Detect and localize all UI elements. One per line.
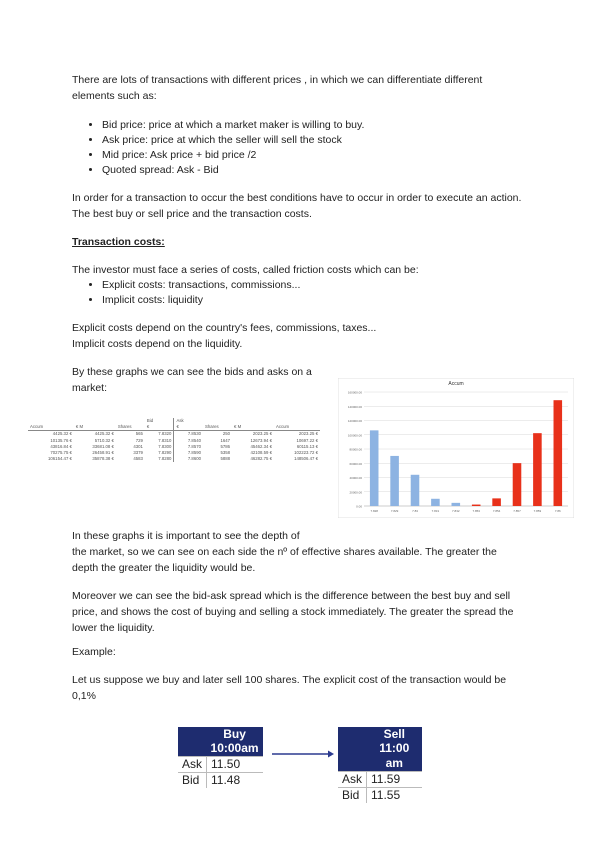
bid-group-label: Bid <box>146 418 154 423</box>
cell: 148506.47 € <box>294 456 318 462</box>
x-tick-label: 7.854 <box>492 509 501 513</box>
order-book-header <box>28 424 320 431</box>
price-elements-list <box>72 118 364 178</box>
bar <box>492 498 501 506</box>
cell: 3379 <box>133 450 143 456</box>
transaction-costs-heading: Transaction costs: <box>72 236 165 248</box>
spread-paragraph: Moreover we can see the bid-ask spread which is the difference between the best buy and sell price, and shows the cost of buying and selling a stock immediately. The greater the spread the lower the liquidity. <box>72 590 514 634</box>
ask-value: 11.50 <box>207 757 263 773</box>
cell: 7.8310 <box>158 437 172 443</box>
col-header: Accum <box>28 424 74 431</box>
cell: 26458.91 € <box>92 450 114 456</box>
cell: 565 <box>135 431 143 437</box>
y-tick-label: 160000.00 <box>347 390 362 395</box>
cell: 2023.25 € <box>252 431 272 437</box>
cell: 106154.47 € <box>48 456 72 462</box>
x-tick-label: 7.832 <box>452 509 460 513</box>
y-tick-label: 80000.00 <box>349 447 362 452</box>
sell-quote-box <box>338 727 422 803</box>
bid-label: Bid <box>338 788 367 804</box>
cell: 70275.75 € <box>50 450 72 456</box>
x-tick-label: 7.829 <box>390 509 399 513</box>
cost-types-list <box>72 278 300 308</box>
y-tick-label: 40000.00 <box>349 476 362 480</box>
cell: 250 <box>222 431 230 437</box>
cell: 35878.38 € <box>92 456 114 462</box>
cell: 7.8570 <box>174 444 203 450</box>
graphs-intro: By these graphs we can see the bids and asks on a market: <box>72 366 312 394</box>
col-header: € <box>145 424 174 431</box>
bid-value: 11.48 <box>207 773 263 789</box>
cell: 7.8540 <box>174 438 203 444</box>
bar <box>390 456 399 506</box>
y-tick-label: 20000.00 <box>349 490 362 495</box>
depth-text-line1: In these graphs it is important to see the depth of <box>72 530 300 542</box>
cell: 5710.32 € <box>94 437 114 443</box>
buy-quote-box <box>178 727 263 788</box>
cell: 5786 <box>220 443 230 449</box>
bar <box>370 430 379 506</box>
y-tick-label: 0.00 <box>356 504 362 509</box>
cell: 33681.08 € <box>92 443 114 449</box>
cell: 7.8300 <box>158 443 172 449</box>
cell: 7.8320 <box>158 431 172 437</box>
ask-value: 11.59 <box>367 772 422 788</box>
accum-bar-chart <box>338 378 574 518</box>
example-label: Example: <box>72 646 116 658</box>
y-tick-label: 120000.00 <box>347 419 362 423</box>
cell: 5358 <box>220 450 230 456</box>
ask-group-label: Ask <box>174 418 203 424</box>
bid-label: Bid <box>178 773 207 789</box>
cell: 729 <box>135 437 143 443</box>
cell: 4301 <box>133 443 143 449</box>
x-tick-label: 7.859 <box>533 509 542 513</box>
cell: 12673.94 € <box>250 437 272 443</box>
col-header: € <box>174 424 203 431</box>
x-tick-label: 7.857 <box>513 509 521 513</box>
explicit-costs-text: Explicit costs depend on the country's fees, commissions, taxes... <box>72 322 377 334</box>
cell: 10135.76 € <box>50 437 72 443</box>
intro-paragraph: There are lots of transactions with different prices , in which we can differentiate different elements such as: <box>72 74 483 102</box>
bar <box>431 499 440 506</box>
y-tick-label: 100000.00 <box>347 433 362 438</box>
cell: 7.8530 <box>174 431 203 438</box>
cell: 43816.84 € <box>50 443 72 449</box>
bar <box>452 503 461 506</box>
cell: 60115.13 € <box>296 443 318 449</box>
table-row <box>28 456 320 462</box>
order-book-table <box>28 418 320 462</box>
list-item: • Implicit costs: liquidity <box>102 293 300 308</box>
x-tick-label: 7.828 <box>370 509 378 513</box>
col-header: Accum <box>274 424 320 431</box>
ask-label: Ask <box>338 772 367 788</box>
implicit-costs-text: Implicit costs depend on the liquidity. <box>72 338 243 350</box>
cell: 4425.32 € <box>52 431 72 437</box>
sell-title: Sell <box>367 727 422 741</box>
list-item: • Bid price: price at which a market maker is willing to buy. <box>102 118 364 133</box>
cell: 102223.72 € <box>294 450 318 456</box>
list-item: • Mid price: Ask price + bid price /2 <box>102 148 364 163</box>
chart-title: Accum <box>448 381 464 387</box>
y-tick-label: 60000.00 <box>349 461 362 466</box>
bid-value: 11.55 <box>367 788 422 804</box>
cell: 7.8290 <box>158 450 172 456</box>
cell: 4425.32 € <box>94 431 114 437</box>
col-header: € M <box>232 424 274 431</box>
arrow-right-icon <box>270 748 336 760</box>
list-item: • Ask price: price at which the seller will sell the stock <box>102 133 364 148</box>
cell: 42108.59 € <box>250 450 272 456</box>
col-header: Shares <box>116 424 145 431</box>
cell: 1647 <box>220 437 230 443</box>
ask-label: Ask <box>178 757 207 773</box>
col-header: Shares <box>203 424 232 431</box>
conditions-paragraph: In order for a transaction to occur the best conditions have to occur in order to execute an action. The best buy or sell price and the transaction costs. <box>72 192 522 220</box>
cell: 2023.25 € <box>298 431 318 437</box>
sell-time: 11:00 am <box>367 741 422 772</box>
table-row <box>28 431 320 438</box>
list-item: • Quoted spread: Ask - Bid <box>102 163 364 178</box>
x-tick-label: 7.86 <box>554 509 561 513</box>
depth-text-line2: the market, so we can see on each side the nº of effective shares available. The greater the depth the greater the liquidity would be. <box>72 546 497 574</box>
cell: 46282.75 € <box>250 456 272 462</box>
bar <box>472 505 481 506</box>
cell: 4583 <box>133 456 143 462</box>
bar <box>513 463 522 506</box>
example-paragraph: Let us suppose we buy and later sell 100 shares. The explicit cost of the transaction would be 0,1% <box>72 674 507 702</box>
x-tick-label: 7.831 <box>431 509 440 513</box>
buy-title: Buy <box>207 727 263 741</box>
y-tick-label: 140000.00 <box>347 404 362 409</box>
cell: 7.8600 <box>174 456 203 462</box>
friction-intro: The investor must face a series of costs, called friction costs which can be: <box>72 264 419 276</box>
x-tick-label: 7.83 <box>412 509 418 513</box>
cell: 10697.22 € <box>296 437 318 443</box>
x-tick-label: 7.853 <box>472 509 480 513</box>
buy-time: 10:00am <box>207 741 263 757</box>
cell: 45462.34 € <box>250 443 272 449</box>
col-header: € M <box>74 424 116 431</box>
cell: 5888 <box>220 456 230 462</box>
bar <box>533 433 542 506</box>
bar <box>554 400 563 506</box>
bar <box>411 475 420 506</box>
cell: 7.8280 <box>158 456 172 462</box>
list-item: • Explicit costs: transactions, commissions... <box>102 278 300 293</box>
cell: 7.8590 <box>174 450 203 456</box>
